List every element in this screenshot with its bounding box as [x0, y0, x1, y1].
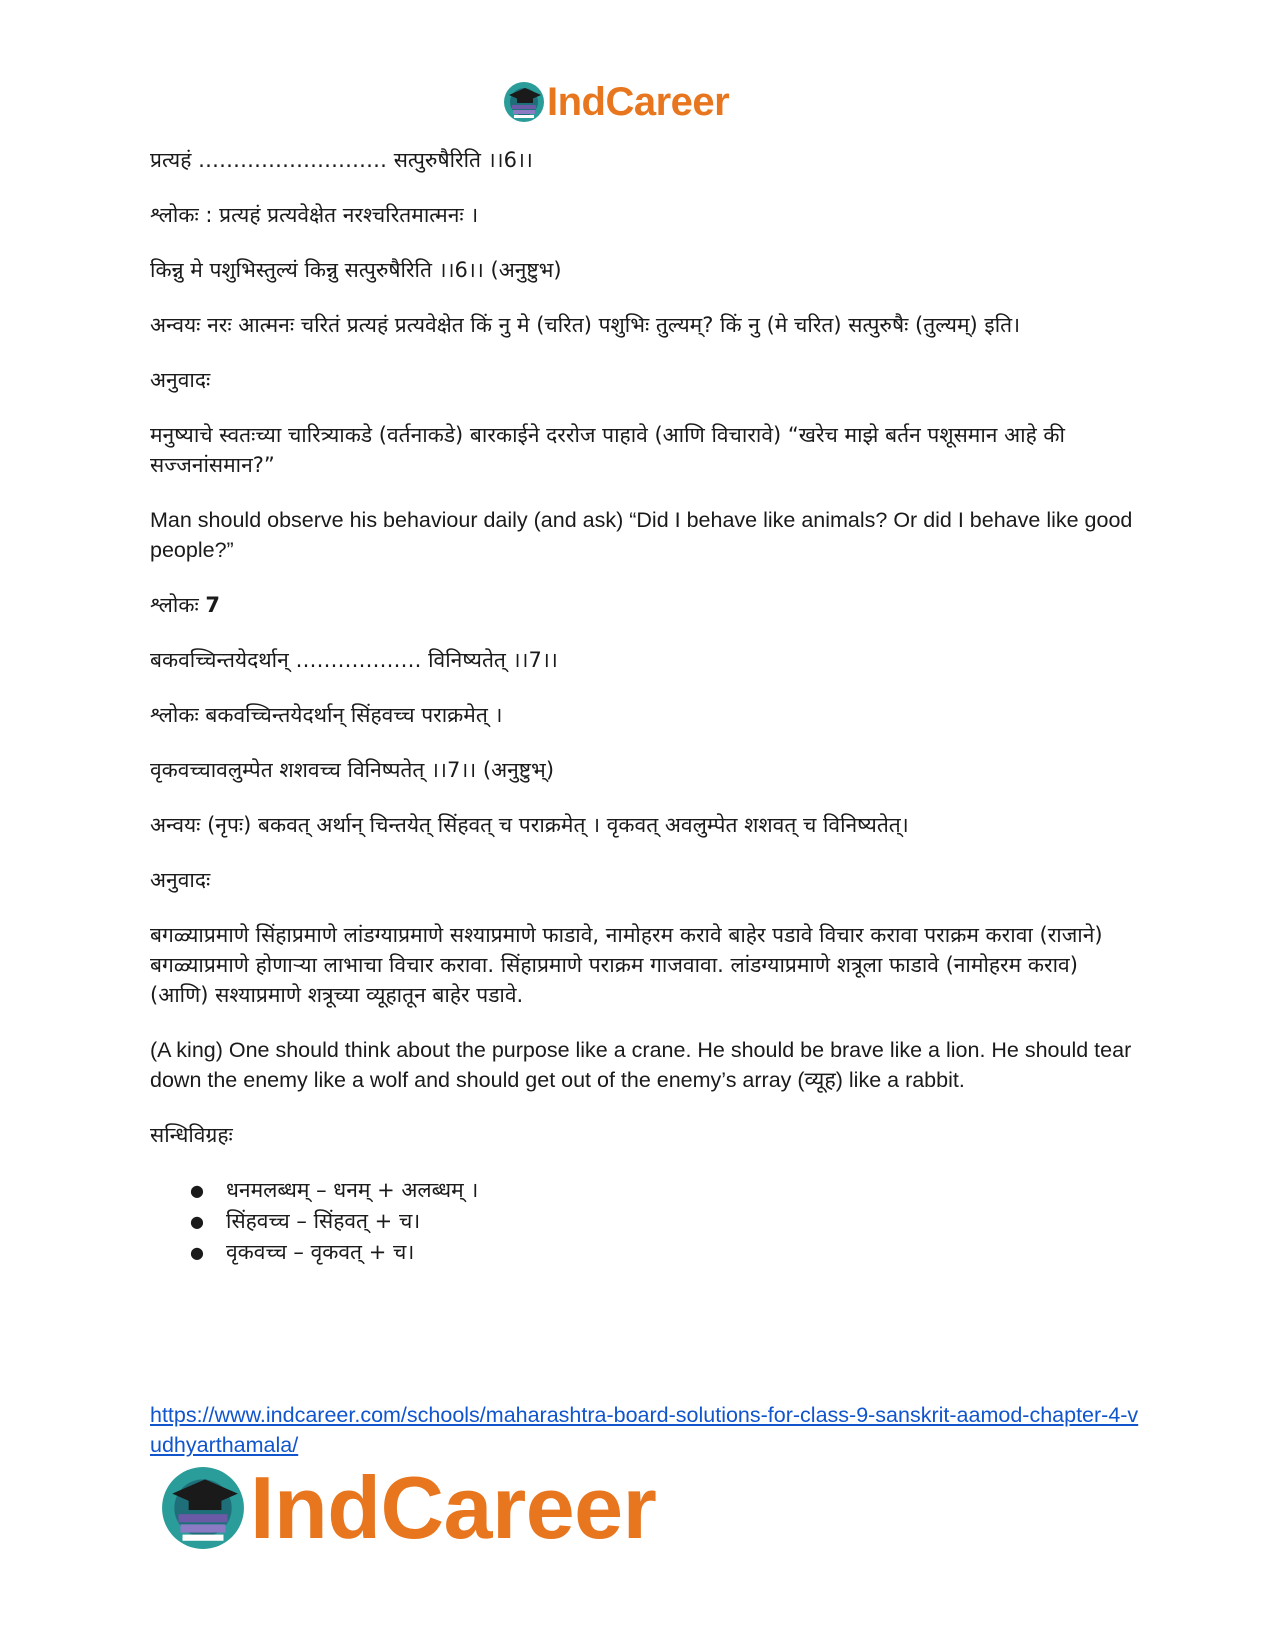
shloka7-line2: वृकवच्चावलुम्पेत शशवच्च विनिष्पतेत् ।।7।। (अनुष्टुभ्) — [150, 758, 555, 782]
indcareer-logo-bottom — [160, 1458, 657, 1557]
graduation-cap-book-icon — [503, 81, 545, 123]
shloka7-anuvad-label: अनुवादः — [150, 868, 211, 892]
logo-wordmark: IndCareer — [250, 1458, 657, 1557]
shloka7-english-translation: (A king) One should think about the purpose like a crane. He should be brave like a lion. He should tear down the enemy like a wolf and should get out of the enemy’s array (व्यूह) like a rabbit. — [150, 1038, 1132, 1092]
shloka7-title — [150, 590, 1135, 620]
indcareer-logo-top — [503, 80, 729, 124]
sandhi-list — [150, 1175, 1135, 1268]
shloka7-label: श्लोकः — [150, 593, 199, 617]
shloka7-line1: श्लोकः बकवच्चिन्तयेदर्थान् सिंहवच्च पराक्रमेत् । — [150, 703, 503, 727]
shloka6-anuvad-label: अनुवादः — [150, 368, 211, 392]
shloka6-marathi-translation: मनुष्याचे स्वतःच्या चारित्र्याकडे (वर्तनाकडे) बारकाईने दररोज पाहावे (आणि विचारावे) “खरेच माझे बर्तन पशूसमान आहे की सज्जनांसमान?” — [150, 423, 1065, 477]
shloka7-anvaya: अन्वयः (नृपः) बकवत् अर्थान् चिन्तयेत् सिंहवत् च पराक्रमेत् । वृकवत् अवलुम्पेत शशवत् च विनिष्यतेत्। — [150, 813, 909, 837]
list-item: ● वृकवच्च – वृकवत् + च। — [190, 1237, 1135, 1268]
shloka6-line2: किन्नु मे पशुभिस्तुल्यं किन्नु सत्पुरुषैरिति ।।6।। (अनुष्टुभ) — [150, 258, 562, 282]
logo-wordmark: IndCareer — [547, 79, 730, 124]
shloka6-anvaya: अन्वयः नरः आत्मनः चरितं प्रत्यहं प्रत्यवेक्षेत किं नु मे (चरित) पशुभिः तुल्यम्? किं नु (मे चरित) सत्पुरुषैः (तुल्यम्) इति। — [150, 313, 1021, 337]
sandhi-label: सन्धिविग्रहः — [150, 1123, 233, 1147]
list-item: ● सिंहवच्च – सिंहवत् + च। — [190, 1206, 1135, 1237]
shloka6-heading: प्रत्यहं ……………………… सत्पुरुषैरिति ।।6।। — [150, 148, 533, 172]
shloka6-line1: श्लोकः : प्रत्यहं प्रत्यवेक्षेत नरश्चरितमात्मनः । — [150, 203, 479, 227]
shloka7-heading: बकवच्चिन्तयेदर्थान् ……………… विनिष्यतेत् ।।7।। — [150, 648, 558, 672]
graduation-cap-book-icon — [160, 1465, 246, 1551]
shloka7-marathi-translation: बगळ्याप्रमाणे सिंहाप्रमाणे लांडग्याप्रमाणे सश्याप्रमाणे फाडावे, नामोहरम करावे बाहेर पडावे विचार करावा पराक्रम करावा (राजाने) बगळ्याप्रमाणे होणाऱ्या लाभाचा विचार करावा. सिंहाप्रमाणे पराक्रम गाजवावा. लांडग्याप्रमाणे शत्रूला फाडावे (नामोहरम कराव)(आणि) सश्याप्रमाणे शत्रूच्या व्यूहातून बाहेर पडावे. — [150, 923, 1103, 1007]
shloka6-english-translation: Man should observe his behaviour daily (and ask) “Did I behave like animals? Or did I behave like good people?” — [150, 508, 1133, 562]
shloka7-number: 7 — [205, 593, 221, 617]
page-content — [150, 145, 1135, 1268]
list-item: ● धनमलब्धम् – धनम् + अलब्धम् । — [190, 1175, 1135, 1206]
source-link[interactable]: https://www.indcareer.com/schools/maharashtra-board-solutions-for-class-9-sanskrit-aamod-chapter-4-vudhyarthamala/ — [150, 1403, 1139, 1457]
